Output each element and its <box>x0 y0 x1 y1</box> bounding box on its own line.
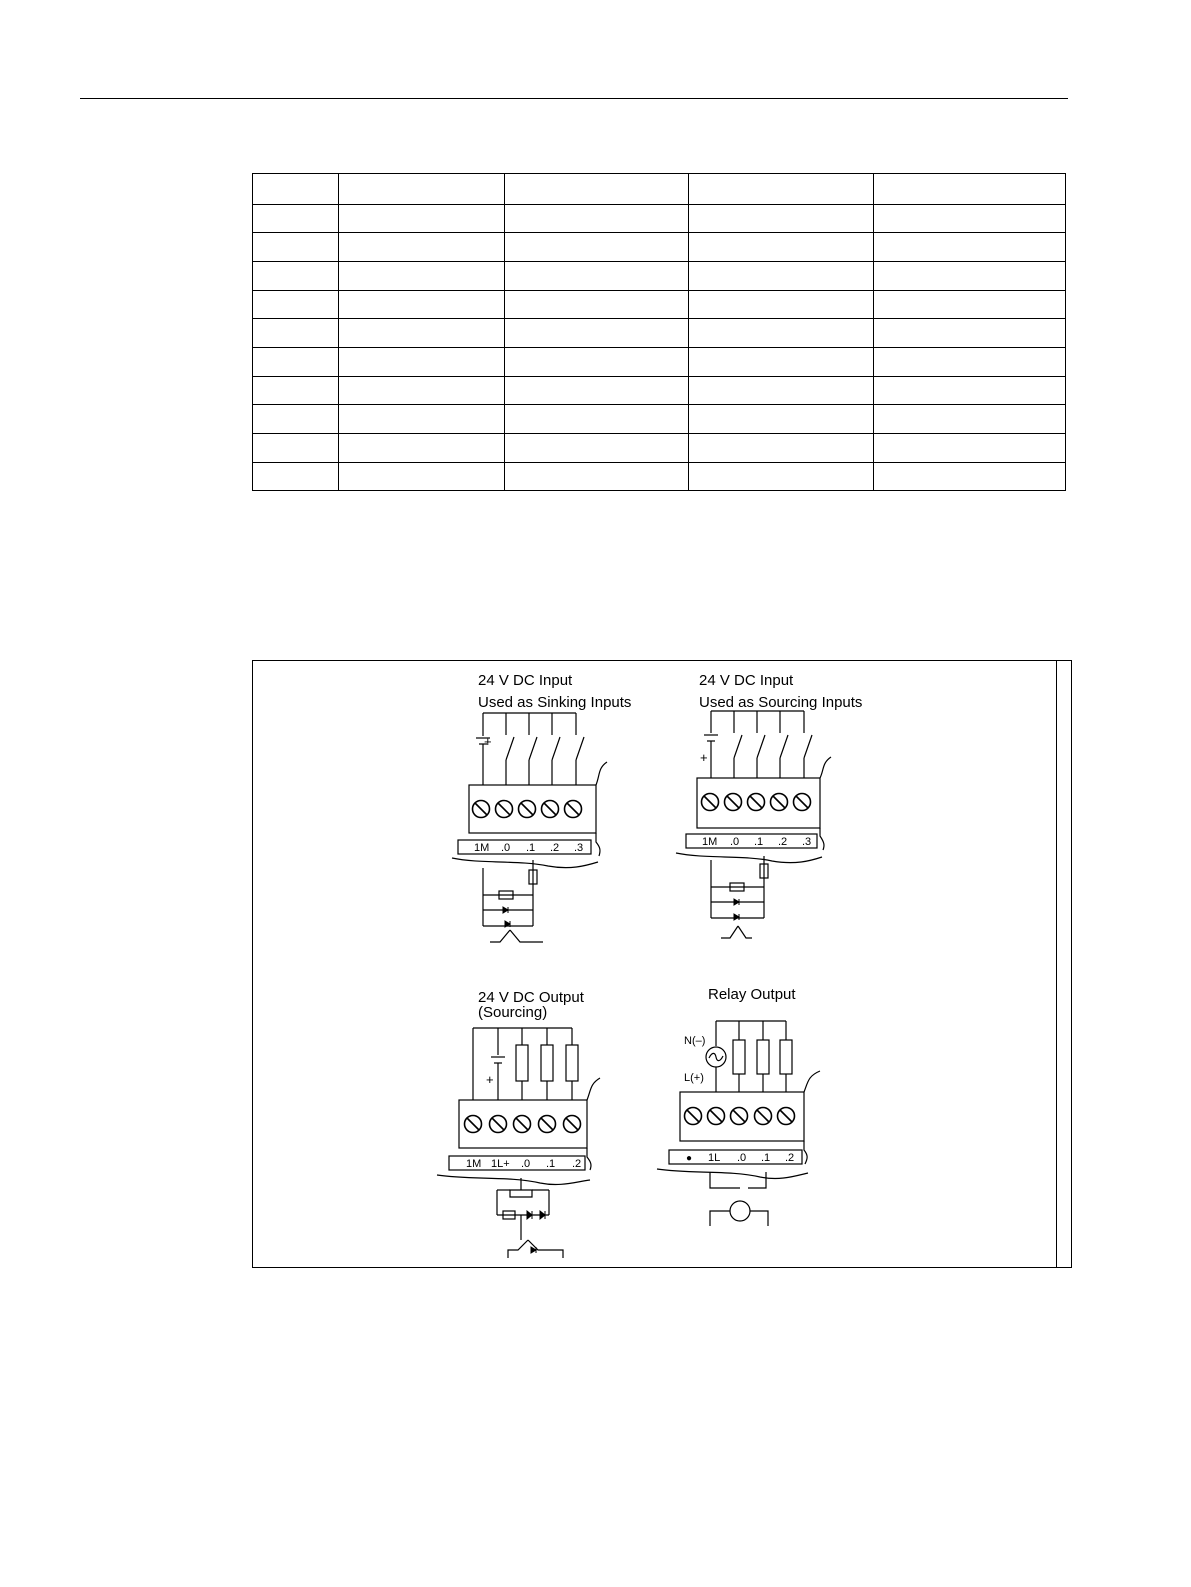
panel3-plus: + <box>486 1072 494 1087</box>
panel1-subtitle: Used as Sinking Inputs <box>478 694 632 711</box>
panel-dc-output <box>437 989 600 1258</box>
panel4-terminal-label: .2 <box>785 1152 795 1164</box>
panel2-terminal-label: .2 <box>778 836 788 848</box>
panel-relay-output <box>657 986 820 1226</box>
panel2-plus: + <box>700 750 708 765</box>
panel2-subtitle: Used as Sourcing Inputs <box>699 694 863 711</box>
relay-coil-icon <box>730 1201 750 1221</box>
panel3-terminal-label: 1M <box>466 1158 482 1170</box>
panel4-terminal-label: 1L <box>708 1152 721 1164</box>
polarity-dot: ● <box>686 1153 693 1164</box>
panel4-terminal-label: .1 <box>761 1152 771 1164</box>
panel-sourcing-inputs <box>676 672 862 938</box>
panel1-terminal-label: .0 <box>501 842 511 854</box>
panel4-title: Relay Output <box>708 986 796 1003</box>
panel2-terminal-label: .3 <box>802 836 812 848</box>
line-label: L(+) <box>684 1072 704 1084</box>
panel3-terminal-label: .1 <box>546 1158 556 1170</box>
panel3-terminal-label: .2 <box>572 1158 582 1170</box>
panel1-plus: + <box>484 734 492 749</box>
panel3-subtitle: (Sourcing) <box>478 1004 548 1021</box>
panel2-terminal-label: .0 <box>730 836 740 848</box>
neutral-label: N(–) <box>684 1035 706 1047</box>
panel2-terminal-label: 1M <box>702 836 718 848</box>
panel4-terminal-label: .0 <box>737 1152 747 1164</box>
panel3-terminal-label: 1L+ <box>491 1158 510 1170</box>
panel1-terminal-label: .2 <box>550 842 560 854</box>
panel3-terminal-label: .0 <box>521 1158 531 1170</box>
panel1-title: 24 V DC Input <box>478 672 573 689</box>
panel1-terminal-label: .3 <box>574 842 584 854</box>
panel1-terminal-label: .1 <box>526 842 536 854</box>
panel1-terminal-label: 1M <box>474 842 490 854</box>
panel2-title: 24 V DC Input <box>699 672 794 689</box>
panel3-title: 24 V DC Output <box>478 989 584 1006</box>
panel-sinking-inputs <box>452 672 631 942</box>
panel2-terminal-label: .1 <box>754 836 764 848</box>
